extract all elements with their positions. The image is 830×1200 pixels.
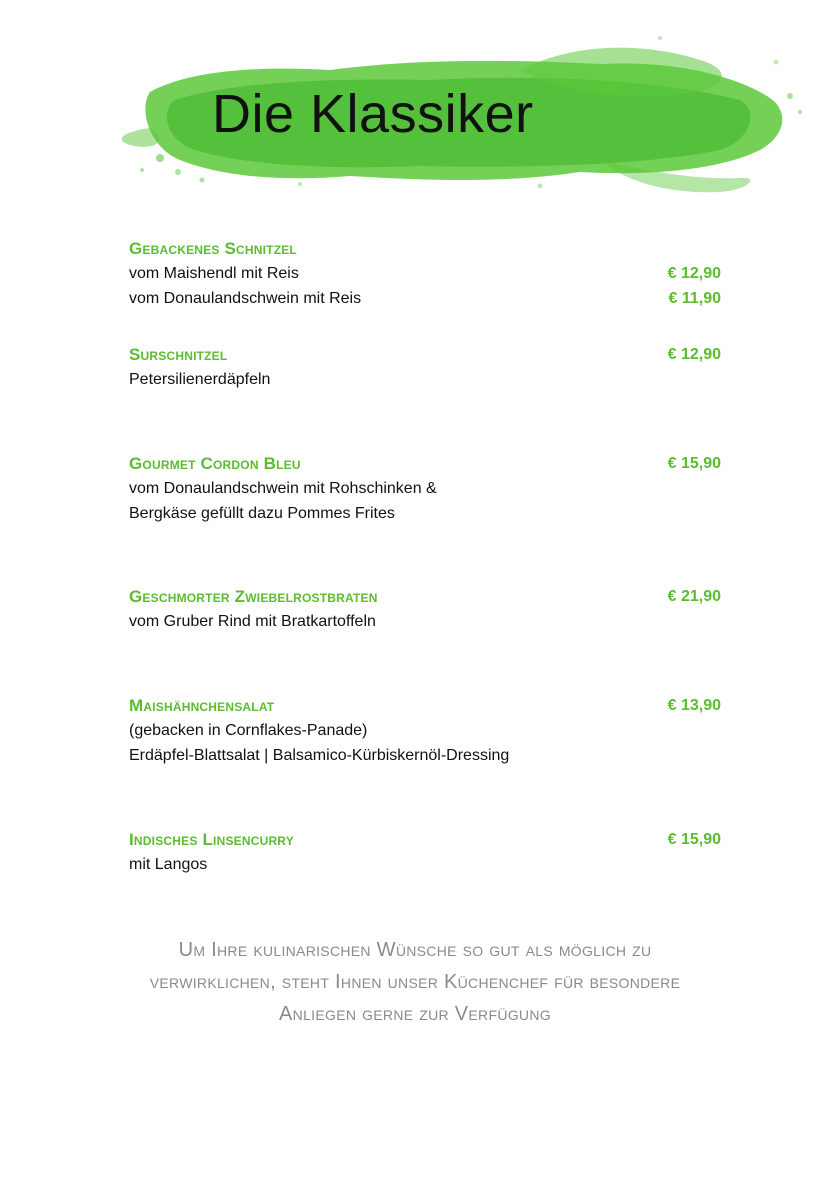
dish-name: Geschmorter Zwiebelrostbraten bbox=[129, 587, 378, 606]
dish-price: € 21,90 bbox=[667, 588, 721, 605]
menu-list bbox=[129, 236, 721, 877]
dish-description bbox=[129, 476, 721, 501]
kitchen-note-line: verwirklichen, steht Ihnen unser Küchenchef für besondere bbox=[149, 971, 681, 993]
dish-name: Gebackenes Schnitzel bbox=[129, 239, 297, 258]
page-title: Die Klassiker bbox=[212, 84, 534, 144]
kitchen-note-line: Anliegen gerne zur Verfügung bbox=[279, 1003, 551, 1025]
dish-name: Indisches Linsencurry bbox=[129, 830, 294, 849]
dish-price: € 11,90 bbox=[668, 290, 721, 307]
menu-item bbox=[129, 693, 721, 768]
dish-description-text: vom Donaulandschwein mit Reis bbox=[129, 290, 362, 307]
dish-description bbox=[129, 609, 721, 634]
dish-description-text: mit Langos bbox=[129, 856, 208, 873]
menu-item bbox=[129, 342, 721, 392]
dish-description-text: vom Donaulandschwein mit Rohschinken & bbox=[129, 480, 437, 497]
dish-description-text: Petersilienerdäpfeln bbox=[129, 371, 271, 388]
dish-name: Maishähnchensalat bbox=[129, 696, 275, 715]
dish-description bbox=[129, 261, 721, 286]
dish-description-text: vom Maishendl mit Reis bbox=[129, 265, 299, 282]
dish-description bbox=[129, 743, 721, 768]
menu-item bbox=[129, 584, 721, 634]
dish-description bbox=[129, 501, 721, 526]
dish-name: Gourmet Cordon Bleu bbox=[129, 454, 301, 473]
dish-description bbox=[129, 286, 721, 311]
dish-description-text: Bergkäse gefüllt dazu Pommes Frites bbox=[129, 505, 395, 522]
kitchen-note-line: Um Ihre kulinarischen Wünsche so gut als möglich zu bbox=[178, 939, 652, 961]
dish-price: € 12,90 bbox=[667, 346, 721, 363]
menu-item bbox=[129, 236, 721, 311]
dish-description-text: vom Gruber Rind mit Bratkartoffeln bbox=[129, 613, 376, 630]
kitchen-note bbox=[100, 934, 730, 1030]
dish-description bbox=[129, 718, 721, 743]
dish-price: € 13,90 bbox=[667, 697, 721, 714]
dish-description bbox=[129, 852, 721, 877]
dish-description-text: Erdäpfel-Blattsalat | Balsamico-Kürbiskernöl-Dressing bbox=[129, 747, 510, 764]
dish-description bbox=[129, 367, 721, 392]
menu-item bbox=[129, 827, 721, 877]
dish-price: € 15,90 bbox=[667, 455, 721, 472]
dish-name: Surschnitzel bbox=[129, 345, 228, 364]
menu-item bbox=[129, 451, 721, 526]
dish-price: € 12,90 bbox=[667, 265, 721, 282]
dish-description-text: (gebacken in Cornflakes-Panade) bbox=[129, 722, 368, 739]
dish-price: € 15,90 bbox=[667, 831, 721, 848]
header bbox=[0, 0, 830, 210]
